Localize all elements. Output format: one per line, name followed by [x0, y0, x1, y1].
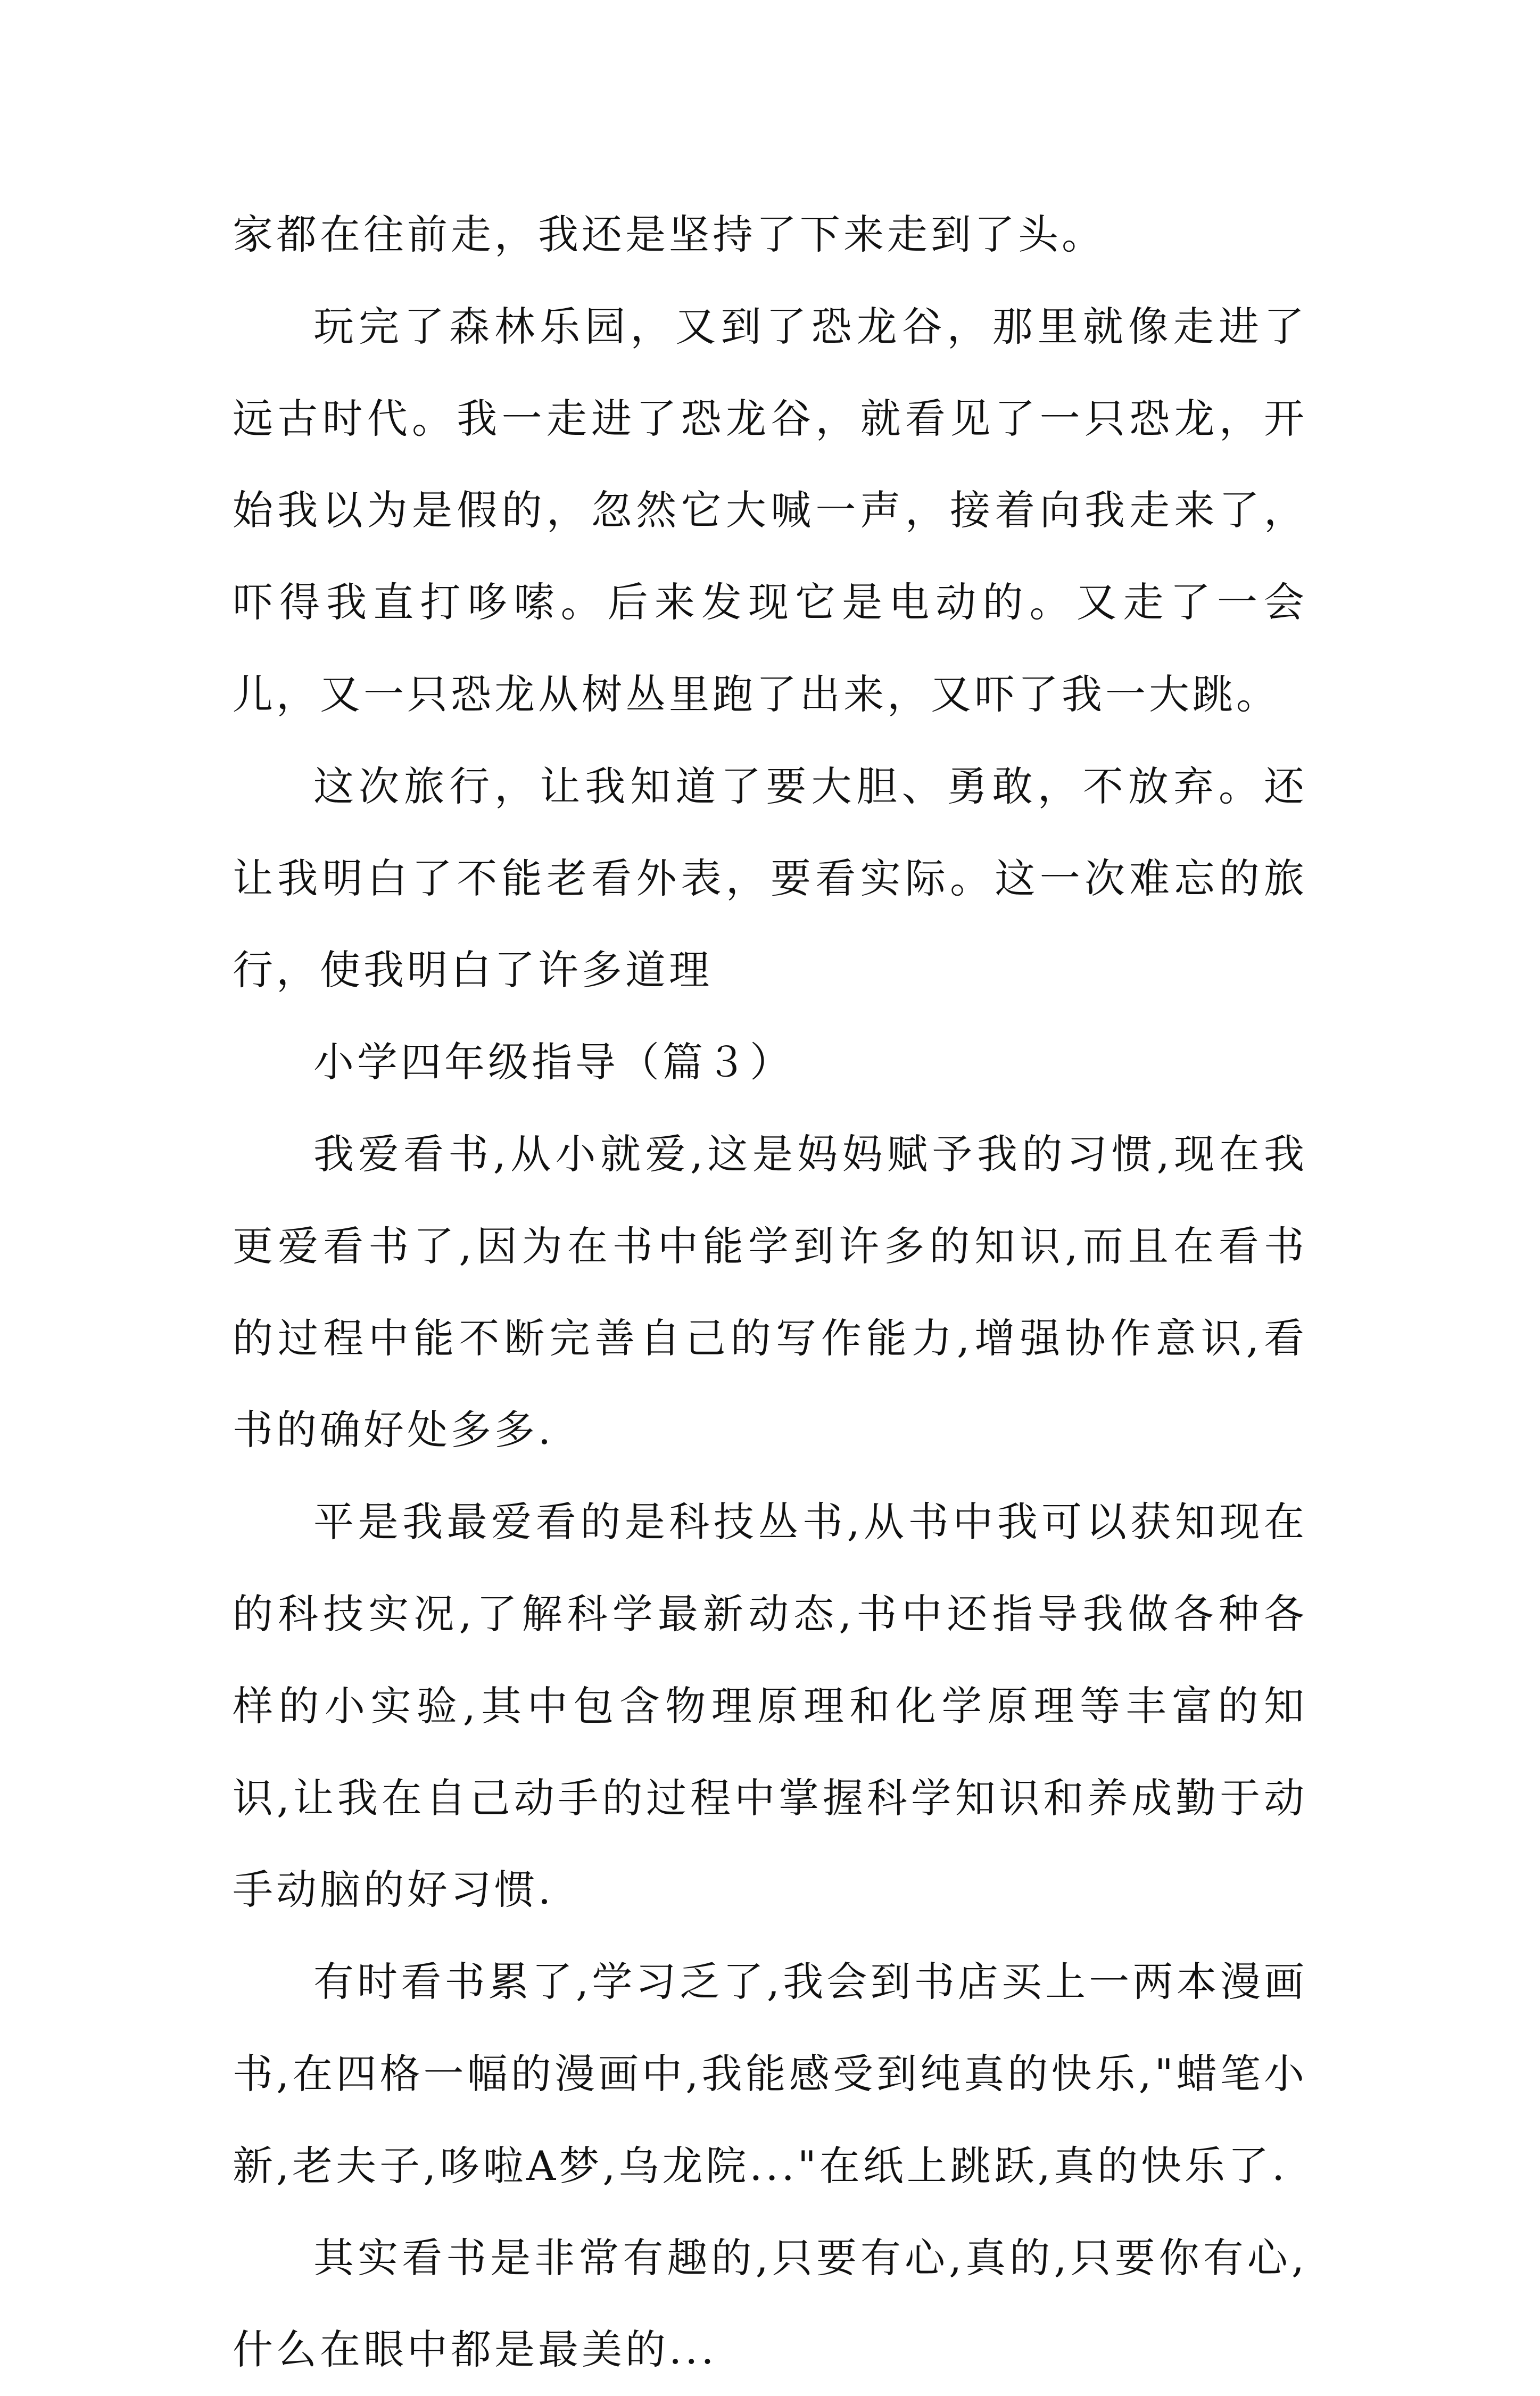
paragraph-4: 我爱看书,从小就爱,这是妈妈赋予我的习惯,现在我更爱看书了,因为在书中能学到许多的知识,而且在看书的过程中能不断完善自己的写作能力,增强协作意识,看书的确好处多多. — [233, 1130, 1307, 1454]
section-heading: 小学四年级指导（篇３） — [313, 1038, 793, 1086]
paragraph-1: 家都在往前走，我还是坚持了下来走到了头。 — [233, 211, 1105, 258]
paragraph-2: 玩完了森林乐园，又到了恐龙谷，那里就像走进了远古时代。我一走进了恐龙谷，就看见了一只恐龙，开始我以为是假的，忽然它大喊一声，接着向我走来了，吓得我直打哆嗦。后来发现它是电动的。又走了一会儿，又一只恐龙从树丛里跑了出来，又吓了我一大跳。 — [233, 302, 1307, 718]
document-body — [233, 189, 1307, 2396]
paragraph-6: 有时看书累了,学习乏了,我会到书店买上一两本漫画书,在四格一幅的漫画中,我能感受到纯真的快乐,"蜡笔小新,老夫子,哆啦A梦,乌龙院..."在纸上跳跃,真的快乐了. — [233, 1958, 1307, 2190]
paragraph-5: 平是我最爱看的是科技丛书,从书中我可以获知现在的科技实况,了解科学最新动态,书中还指导我做各种各样的小实验,其中包含物理原理和化学原理等丰富的知识,让我在自己动手的过程中掌握科学知识和养成勤于动手动脑的好习惯. — [233, 1498, 1307, 1914]
paragraph-3: 这次旅行，让我知道了要大胆、勇敢，不放弃。还让我明白了不能老看外表，要看实际。这一次难忘的旅行，使我明白了许多道理 — [233, 762, 1307, 994]
paragraph-7: 其实看书是非常有趣的,只要有心,真的,只要你有心,什么在眼中都是最美的... — [233, 2234, 1307, 2374]
